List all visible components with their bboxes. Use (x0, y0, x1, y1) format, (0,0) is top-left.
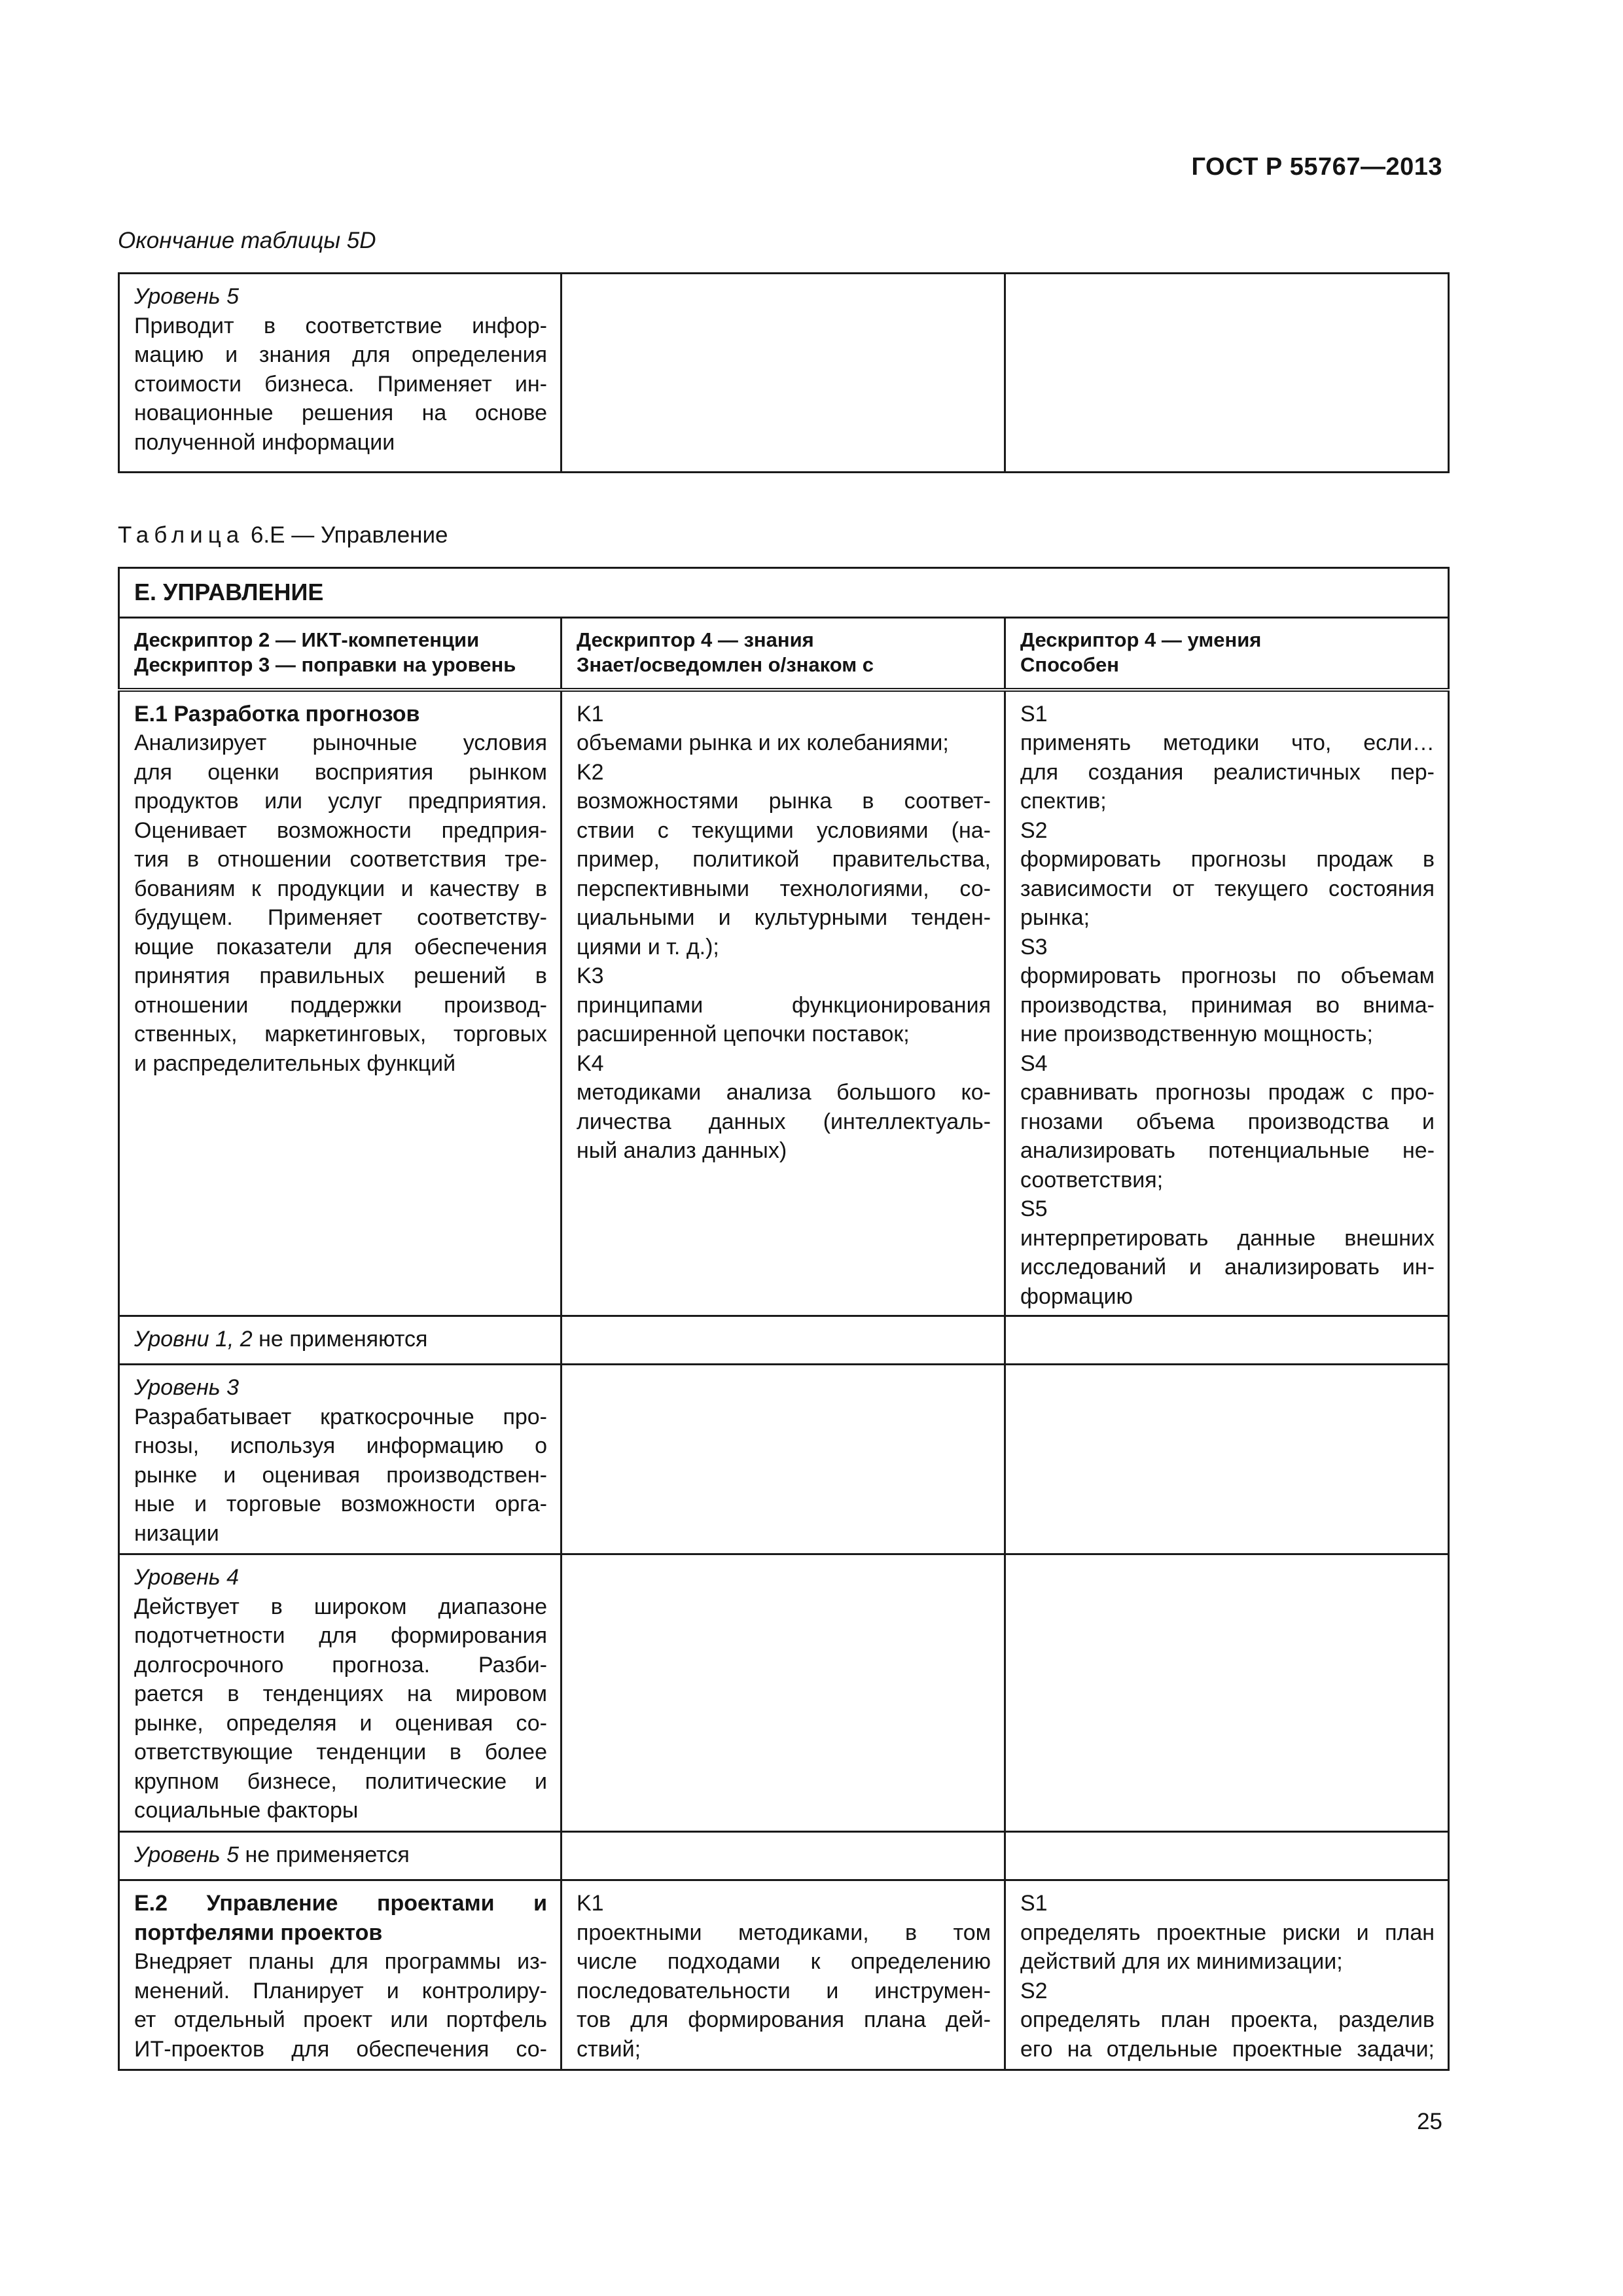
text-line: K1 (577, 1891, 604, 1916)
text-line: и распределительных функций (134, 1050, 456, 1076)
text-line: анализировать потенциальные не- (1020, 1138, 1435, 1163)
column-header-line: Дескриптор 3 — поправки на уровень (134, 653, 516, 676)
text-line: S1 (1020, 1891, 1048, 1916)
text-line: гнозы, используя информацию о (134, 1433, 547, 1458)
level-description (134, 1592, 547, 1825)
text-line: рается в тенденциях на мировом (134, 1681, 547, 1706)
column-header-line: Дескриптор 2 — ИКТ-компетенции (134, 628, 480, 651)
text-line: формировать прогнозы продаж в (1020, 847, 1435, 872)
text-line: Разрабатывает краткосрочные про- (134, 1404, 547, 1429)
text-line: интерпретировать данные внешних (1020, 1225, 1435, 1251)
text-line: Приводит в соответствие инфор- (134, 313, 547, 338)
text-line: ющие показатели для обеспечения (134, 934, 547, 960)
text-line: рынке и оценивая производствен- (134, 1462, 547, 1488)
table-6e (118, 567, 1450, 2071)
text-line: стоимости бизнеса. Применяет ин- (134, 371, 547, 397)
table-title: Е. УПРАВЛЕНИЕ (119, 568, 1449, 618)
text-line: Действует в широком диапазоне (134, 1594, 547, 1619)
text-line: S4 (1020, 1050, 1048, 1076)
levels-note: не применяется (239, 1842, 410, 1867)
text-line: Анализирует рыночные условия (134, 730, 547, 755)
level-label: Уровень 5 (134, 284, 240, 309)
e1-competence-cell (119, 690, 562, 1316)
text-line: полученной информации (134, 429, 395, 455)
text-line: S3 (1020, 934, 1048, 960)
text-line: ный анализ данных) (577, 1138, 787, 1163)
e2-skills (1020, 1889, 1435, 2064)
text-line: для оценки восприятия рынком (134, 759, 547, 785)
text-line: низации (134, 1520, 219, 1546)
text-line: S1 (1020, 701, 1048, 726)
document-code: ГОСТ Р 55767—2013 (1191, 153, 1442, 181)
e2-knowledge-cell (562, 1880, 1005, 2070)
e1-knowledge-cell (562, 690, 1005, 1316)
text-line: S2 (1020, 817, 1048, 843)
text-line: гнозами объема производства и (1020, 1109, 1435, 1134)
e2-competence-cell (119, 1880, 562, 2070)
text-line: формацию (1020, 1283, 1133, 1309)
level-description (134, 312, 547, 457)
text-line: для создания реалистичных пер- (1020, 759, 1435, 785)
levels-note: не применяются (252, 1327, 428, 1352)
text-line: личества данных (интеллектуаль- (577, 1109, 991, 1134)
text-line: определять проектные риски и план (1020, 1920, 1435, 1945)
table-cell-empty (1005, 1316, 1449, 1365)
caption-word: Таблица (118, 522, 245, 548)
text-line: тов для формирования плана дей- (577, 2007, 991, 2032)
text-line: подотчетности для формирования (134, 1623, 547, 1648)
text-line: K4 (577, 1050, 604, 1076)
text-line: циями и т. д.); (577, 934, 719, 960)
text-line: ние производственную мощность; (1020, 1022, 1373, 1047)
text-line: объемами рынка и их колебаниями; (577, 730, 949, 755)
text-line: исследований и анализировать ин- (1020, 1255, 1435, 1280)
text-line: портфелями проектов (134, 1920, 383, 1945)
levels-label: Уровни 1, 2 (134, 1327, 253, 1352)
text-line: будущем. Применяет соответству- (134, 905, 547, 930)
column-header-line: Способен (1020, 653, 1119, 676)
text-line: проектными методиками, в том (577, 1920, 991, 1945)
text-line: долгосрочного прогноза. Разби- (134, 1652, 547, 1677)
text-line: сравнивать прогнозы продаж с про- (1020, 1080, 1435, 1105)
text-line: новационные решения на основе (134, 401, 547, 425)
text-line: циальными и культурными тенден- (577, 905, 991, 930)
e1-knowledge (577, 700, 991, 1166)
text-line: действий для их минимизации; (1020, 1949, 1343, 1974)
levels-label: Уровень 5 (134, 1842, 240, 1867)
e1-levels-1-2-cell (119, 1316, 562, 1365)
level-description (134, 1403, 547, 1549)
text-line: отношении поддержки производ- (134, 992, 547, 1018)
table-5d (118, 272, 1450, 473)
text-line: Е.2 Управление проектами и (134, 1891, 547, 1916)
table-cell-empty (562, 1832, 1005, 1880)
table-cell-empty (1005, 1365, 1449, 1554)
table-cell-empty (1005, 1554, 1449, 1832)
text-line: крупном бизнесе, политические и (134, 1768, 547, 1794)
table-cell-empty (562, 274, 1005, 473)
text-line: S2 (1020, 1978, 1048, 2003)
text-line: принятия правильных решений в (134, 963, 547, 988)
column-header-line: Дескриптор 4 — знания (577, 628, 814, 651)
text-line: спектив; (1020, 789, 1107, 814)
table-cell-empty (562, 1365, 1005, 1554)
text-line: ет отдельный проект или портфель (134, 2007, 547, 2032)
e2-description (134, 1947, 547, 2064)
text-line: K1 (577, 701, 604, 726)
text-line: определять план проекта, разделив (1020, 2007, 1435, 2032)
table-5d-caption: Окончание таблицы 5D (118, 228, 376, 253)
text-line: рынке, определяя и оценивая со- (134, 1710, 547, 1736)
e2-knowledge (577, 1889, 991, 2064)
e1-description (134, 728, 547, 1078)
table-cell-empty (562, 1316, 1005, 1365)
column-header-3 (1005, 618, 1449, 690)
column-header-line: Дескриптор 4 — умения (1020, 628, 1262, 651)
text-line: ИТ-проектов для обеспечения со- (134, 2036, 547, 2062)
text-line: принципами функционирования (577, 992, 991, 1018)
text-line: методиками анализа большого ко- (577, 1080, 991, 1105)
text-line: его на отдельные проектные задачи; (1020, 2036, 1435, 2062)
text-line: Оценивает возможности предприя- (134, 817, 547, 843)
text-line: пример, политикой правительства, (577, 847, 991, 872)
text-line: соответствия; (1020, 1167, 1164, 1193)
column-header-2 (562, 618, 1005, 690)
text-line: формировать прогнозы по объемам (1020, 963, 1435, 988)
text-line: бованиям к продукции и качеству в (134, 876, 547, 901)
e1-level5-cell (119, 1832, 562, 1880)
text-line: мацию и знания для определения (134, 342, 547, 367)
e1-level4-cell (119, 1554, 562, 1832)
text-line: рынка; (1020, 905, 1090, 930)
page-number: 25 (1417, 2109, 1442, 2134)
level-label: Уровень 3 (134, 1375, 240, 1400)
text-line: ответствующие тенденции в более (134, 1740, 547, 1765)
text-line: K3 (577, 963, 604, 988)
text-line: зависимости от текущего состояния (1020, 876, 1435, 901)
text-line: применять методики что, если… (1020, 730, 1435, 755)
e1-skills-cell (1005, 690, 1449, 1316)
table-cell-empty (1005, 1832, 1449, 1880)
text-line: числе подходами к определению (577, 1949, 991, 1974)
text-line: продуктов или услуг предприятия. (134, 789, 547, 814)
text-line: менений. Планирует и контролиру- (134, 1978, 547, 2003)
text-line: ственных, маркетинговых, торговых (134, 1022, 547, 1047)
text-line: Внедряет планы для программы из- (134, 1949, 547, 1974)
table-6e-caption (118, 522, 448, 548)
table-cell-empty (562, 1554, 1005, 1832)
text-line: ные и торговые возможности орга- (134, 1492, 547, 1516)
caption-rest: 6.Е — Управление (250, 522, 448, 548)
e1-level3-cell (119, 1365, 562, 1554)
text-line: социальные факторы (134, 1798, 359, 1823)
text-line: тия в отношении соответствия тре- (134, 847, 547, 872)
e1-heading: Е.1 Разработка прогнозов (134, 701, 420, 726)
column-header-line: Знает/осведомлен о/знаком с (577, 653, 874, 676)
text-line: возможностями рынка в соответ- (577, 789, 991, 814)
e2-heading (134, 1889, 547, 1947)
column-header-1 (119, 618, 562, 690)
text-line: расширенной цепочки поставок; (577, 1022, 910, 1047)
text-line: производства, принимая во внима- (1020, 992, 1435, 1018)
text-line: K2 (577, 759, 604, 785)
e2-skills-cell (1005, 1880, 1449, 2070)
table-cell-empty (1005, 274, 1449, 473)
text-line: последовательности и инструмен- (577, 1978, 991, 2003)
table-5d-level5-cell (119, 274, 562, 473)
text-line: ствии с текущими условиями (на- (577, 817, 991, 843)
level-label: Уровень 4 (134, 1565, 240, 1590)
text-line: S5 (1020, 1196, 1048, 1221)
text-line: перспективными технологиями, со- (577, 876, 991, 901)
text-line: ствий; (577, 2036, 641, 2062)
e1-skills (1020, 700, 1435, 1312)
